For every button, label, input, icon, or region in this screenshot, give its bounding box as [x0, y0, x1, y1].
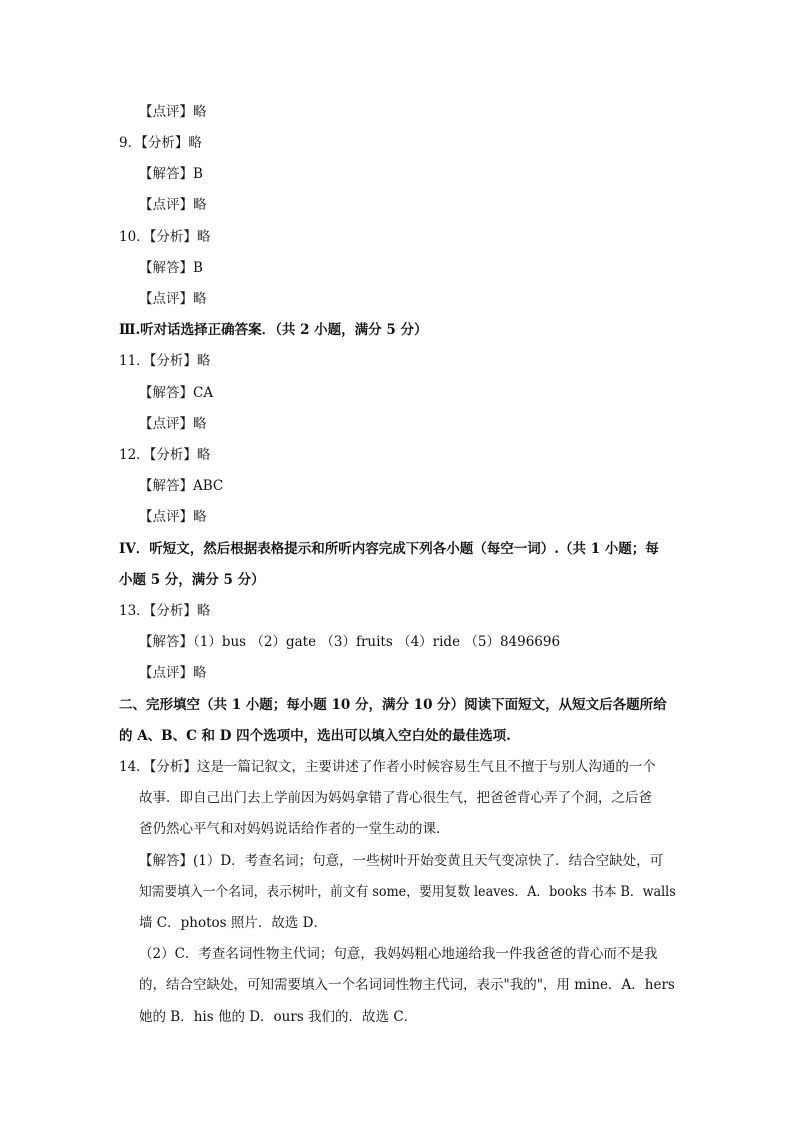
- answer-line: 【解答】CA: [139, 385, 214, 401]
- comment-line: 【点评】略: [139, 104, 207, 120]
- section-heading-cont: 小题 5 分，满分 5 分）: [119, 572, 265, 588]
- section-heading: 二、完形填空（共 1 小题；每小题 10 分，满分 10 分）阅读下面短文，从短文后各题所给: [119, 697, 667, 713]
- comment-line: 【点评】略: [139, 197, 207, 213]
- paragraph-line: 知需要填入一个名词，表示树叶，前文有 some，要用复数 leaves．A．books 书本 B．walls: [139, 884, 676, 900]
- comment-line: 【点评】略: [139, 665, 207, 681]
- section-heading: Ⅲ.听对话选择正确答案．（共 2 小题，满分 5 分）: [119, 322, 428, 338]
- paragraph-line: 故事．即自己出门去上学前因为妈妈拿错了背心很生气，把爸爸背心弄了个洞，之后爸: [139, 790, 652, 806]
- section-heading: IV．听短文，然后根据表格提示和所听内容完成下列各小题（每空一词）.（共 1 小题；每: [119, 541, 659, 557]
- q13-analysis-line: 13．【分析】略: [119, 603, 211, 619]
- paragraph-line: 墙 C．photos 照片．故选 D．: [139, 915, 327, 931]
- paragraph-line: （2）C．考查名词性物主代词；句意，我妈妈粗心地递给我一件我爸爸的背心而不是我: [139, 946, 658, 962]
- paragraph-line: 的，结合空缺处，可知需要填入一个名词词性物主代词，表示"我的"，用 mine．A．hers: [139, 977, 675, 993]
- answer-line: 【解答】(1）D．考查名词；句意，一些树叶开始变黄且天气变凉快了．结合空缺处，可: [139, 853, 664, 869]
- q9-analysis-line: 9．【分析】略: [119, 135, 202, 151]
- paragraph-line: 她的 B．his 他的 D．ours 我们的．故选 C．: [139, 1009, 418, 1025]
- answer-line: 【解答】ABC: [139, 478, 224, 494]
- comment-line: 【点评】略: [139, 509, 207, 525]
- comment-line: 【点评】略: [139, 416, 207, 432]
- q11-analysis-line: 11．【分析】略: [119, 353, 211, 369]
- comment-line: 【点评】略: [139, 291, 207, 307]
- section-heading-cont: 的 A、B、C 和 D 四个选项中，选出可以填入空白处的最佳选项.: [119, 728, 511, 744]
- answer-line: 【解答】（1）bus （2）gate （3）fruits （4）ride （5）8496696: [139, 634, 561, 650]
- paragraph-line: 爸仍然心平气和对妈妈说话给作者的一堂生动的课．: [139, 821, 450, 837]
- q12-analysis-line: 12．【分析】略: [119, 447, 211, 463]
- q14-analysis-line: 14．【分析】这是一篇记叙文，主要讲述了作者小时候容易生气且不擅于与别人沟通的一个: [119, 759, 656, 775]
- q10-analysis-line: 10．【分析】略: [119, 229, 211, 245]
- answer-line: 【解答】B: [139, 260, 203, 276]
- answer-line: 【解答】B: [139, 166, 203, 182]
